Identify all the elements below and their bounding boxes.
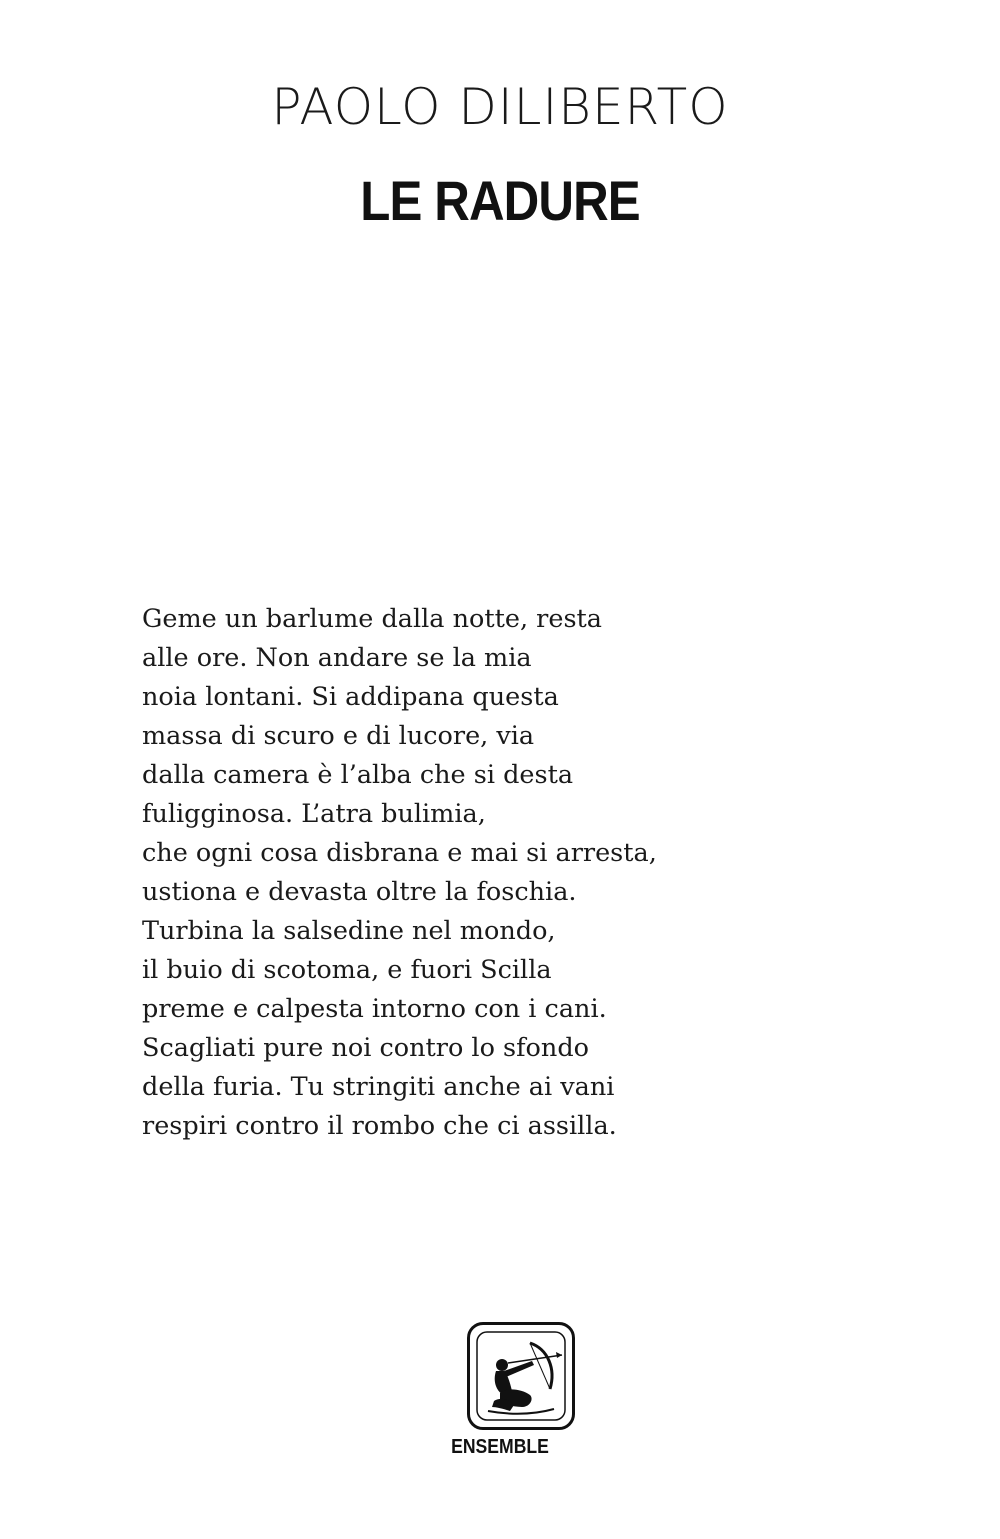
poem-line: della furia. Tu stringiti anche ai vani xyxy=(142,1072,615,1102)
poem-line: respiri contro il rombo che ci assilla. xyxy=(142,1111,617,1141)
poem-line: ustiona e devasta oltre la foschia. xyxy=(142,877,577,907)
poem xyxy=(142,600,742,1146)
poem-line: massa di scuro e di lucore, via xyxy=(142,721,535,751)
publisher-name: ENSEMBLE xyxy=(451,1436,549,1458)
poem-line: Turbina la salsedine nel mondo, xyxy=(142,916,556,946)
author-name: PAOLO DILIBERTO xyxy=(271,78,729,136)
archer-centaur-logo-icon xyxy=(470,1325,572,1427)
poem-line: Geme un barlume dalla notte, resta xyxy=(142,604,602,634)
publisher-logo xyxy=(467,1322,575,1430)
poem-line: Scagliati pure noi contro lo sfondo xyxy=(142,1033,590,1063)
poem-line: che ogni cosa disbrana e mai si arresta, xyxy=(142,838,657,868)
poem-line: noia lontani. Si addipana questa xyxy=(142,682,559,712)
poem-line: dalla camera è l’alba che si desta xyxy=(142,760,574,790)
poem-line: fuligginosa. L’atra bulimia, xyxy=(142,799,486,829)
book-title: LE RADURE xyxy=(360,169,640,232)
poem-line: alle ore. Non andare se la mia xyxy=(142,643,532,673)
poem-line: il buio di scotoma, e fuori Scilla xyxy=(142,955,552,985)
poem-line: preme e calpesta intorno con i cani. xyxy=(142,994,607,1024)
